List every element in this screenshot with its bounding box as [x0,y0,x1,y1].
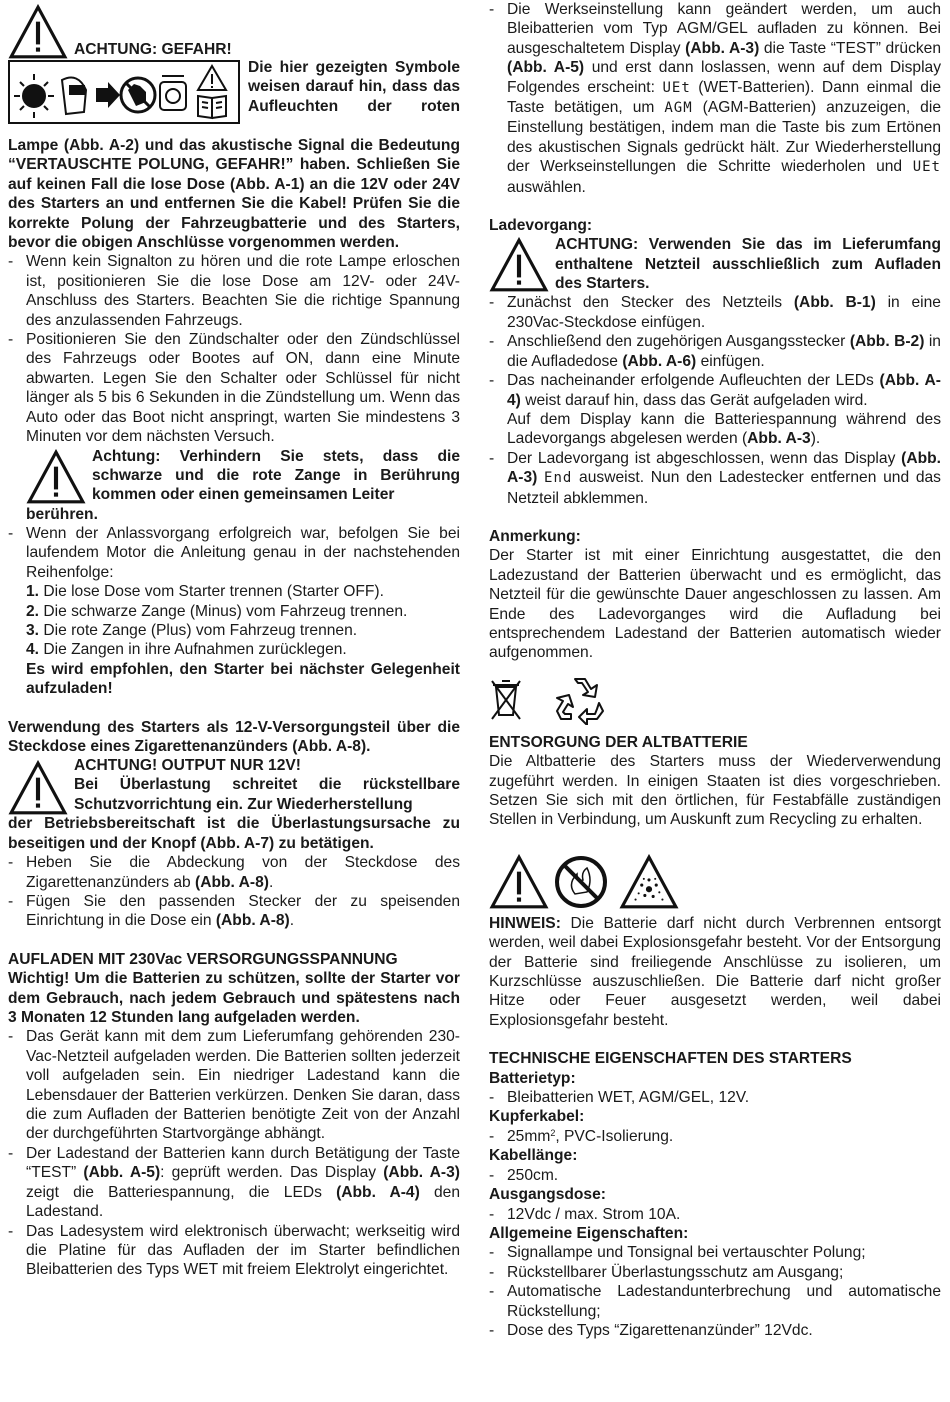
no-fire-icon [553,854,609,910]
left-column [8,0,460,1280]
output-warning-full: der Betriebsbereitschaft ist die Überlastungsursache zu beseitigen und der Knopf (Abb. A-7) zu betätigen. [8,815,460,852]
important-text: Wichtig! Um die Batterien zu schützen, sollte der Starter vor dem Gebrauch, nach jedem Gebrauch und spätestens nach 3 Monaten 12 Stunden lang aufgeladen werden. [8,970,460,1027]
shutdown-steps [8,582,460,660]
list-item: - Positionieren Sie den Zündschalter oder den Zündschlüssel des Fahrzeugs oder Bootes auf ON, dann eine Minute abwarten. Legen Sie den Schalter oder Schlüssel für nicht länger als 5 bis 6 Sekunden in die Zündstellung um. Wenn das Auto oder das Boot nicht anspringt, warten Sie mindestens 3 Minuten vor dem nächsten Versuch. [8,330,460,446]
clamp-warning [8,447,460,505]
clamp-warning-text: Achtung: Verhindern Sie stets, dass die schwarze und die rote Zange in Berührung kommen oder einen gemeinsamen Leiter [92,447,460,504]
danger-text-right: Die hier gezeigten Symbole weisen darauf hin, dass das Aufleuchten der roten [248,59,460,115]
crossed-bin-icon [489,677,523,723]
step-item: 3. Die rote Zange (Plus) vom Fahrzeug trennen. [26,621,358,639]
warning-triangle-icon [26,449,86,505]
list-item: - Signallampe und Tonsignal bei vertauschter Polung; [489,1243,941,1262]
warning-triangle-icon [8,760,68,816]
output-warning-title: ACHTUNG! OUTPUT NUR 12V! [74,757,301,775]
charging-heading: Ladevorgang: [489,217,593,235]
list-item: - Anschließend den zugehörigen Ausgangsstecker (Abb. B-2) in die Aufladedose (Abb. A-6) einfügen. [489,332,941,371]
note-text: Der Starter ist mit einer Einrichtung ausgestattet, die den Ladezustand der Batterien überwacht und es ermöglicht, das Netzteil für die gewünschte Dauer angeschlossen zu lassen. Am Ende des Ladevorganges wird die Aufladung bei entsprechendem Ladestand der Batterien automatisch wieder aufgenommen. [489,547,941,662]
step-item: 4. Die Zangen in ihre Aufnahmen zurücklegen. [26,641,347,659]
lcd-end: End [544,470,573,487]
spec-label: Kupferkabel: [489,1108,585,1126]
list-item: - Wenn der Anlassvorgang erfolgreich war, befolgen Sie bei laufendem Motor die Anleitung genau in der nachstehenden Reihenfolge: [8,524,460,582]
list-item: - Heben Sie die Abdeckung von der Steckdose des Zigarettenanzünders ab (Abb. A-8). [8,853,460,892]
danger-text: Lampe (Abb. A-2) und das akustische Signal die Bedeutung “VERTAUSCHTE POLUNG, GEFAHR!” haben. Schließen Sie auf keinen Fall die lose Dose (Abb. A-1) an die 12V oder 24V des Starters an und entfernen Sie die Kabel! Prüfen Sie die korrekte Polung der Fahrzeugbatterie und des Starters, bevor die obigen Anschlüsse vorgenommen werden. [8,137,460,252]
list-item: - Fügen Sie den passenden Stecker der zu speisenden Einrichtung in die Dose ein (Abb. A-8). [8,892,460,931]
spec-label: Batterietyp: [489,1069,576,1087]
danger-warning [8,0,460,58]
section-heading-230: AUFLADEN MIT 230Vac VERSORGUNGSSPANNUNG [8,950,398,968]
warning-triangle-icon [489,854,549,910]
list-item: - Der Ladevorgang ist abgeschlossen, wenn das Display (Abb. A-3) End ausweist. Nun den Ladestecker entfernen und das Netzteil abklemmen. [489,449,941,508]
charging-warning-text: ACHTUNG: Verwenden Sie das im Lieferumfang enthaltene Netzteil ausschließlich zum Aufladen des Starters. [555,236,941,293]
note-heading: Anmerkung: [489,527,581,545]
list-item: - 12Vdc / max. Strom 10A. [489,1205,941,1224]
clamp-warning-tail: berühren. [26,505,98,523]
hazard-icons [489,836,941,914]
disposal-text: Die Altbatterie des Starters muss der Wiederverwendung zugeführt werden. In einigen Staaten ist dies vorgeschrieben. Setzen Sie sich mit den örtlichen, für Festabfälle zuständigen Stellen in Verbindung, um Auskunft zum Recycling zu erhalten. [489,753,941,829]
spec-label: Allgemeine Eigenschaften: [489,1224,689,1242]
recycling-icons [489,669,941,733]
tech-heading: TECHNISCHE EIGENSCHAFTEN DES STARTERS [489,1050,852,1068]
list-item: - Das nacheinander erfolgende Aufleuchten der LEDs (Abb. A-4) weist darauf hin, dass das Gerät aufgeladen wird. [489,371,941,410]
list-item: - 250cm. [489,1166,941,1185]
hazard-symbols-panel [8,60,240,124]
step-item: 1. Die lose Dose vom Starter trennen (Starter OFF). [26,583,384,601]
right-column [489,0,941,1340]
list-item: - Das Gerät kann mit dem zum Lieferumfang gehörenden 230-Vac-Netzteil aufgeladen werden. Die Batterien sollten jederzeit voll aufgeladen sein. Ein niedriger Ladestand kann die Lebensdauer der Batterien verkürzen. Denken Sie daran, dass die zum Aufladen der Batterien benötigte Zeit von der Anzahl der durchgeführten Startvorgänge abhängt. [8,1027,460,1143]
list-item: - Dose des Typs “Zigarettenanzünder” 12Vdc. [489,1321,941,1340]
list-item: - Rückstellbarer Überlastungsschutz am Ausgang; [489,1263,941,1282]
danger-symbols-block [8,58,460,136]
step-item: 2. Die schwarze Zange (Minus) vom Fahrzeug trennen. [26,602,408,620]
list-item: - Das Ladesystem wird elektronisch überwacht; werkseitig wird die Platine für das Aufladen der im Starter befindlichen Bleibatterien des Typs WET mit freiem Elektrolyt eingerichtet. [8,1222,460,1280]
hazard-symbols-icon [10,62,238,122]
output-warning [8,756,460,814]
charging-warning [489,235,941,293]
lcd-wet: UEt [662,79,691,96]
explosion-warning-icon [619,854,679,910]
list-item: - Bleibatterien WET, AGM/GEL, 12V. [489,1088,941,1107]
warning-triangle-icon [8,4,68,60]
display-voltage-text: Auf dem Display kann die Batteriespannung während des Ladevorgangs abgelesen werden (Abb. A-3). [507,410,941,448]
spec-label: Ausgangsdose: [489,1186,606,1204]
recommend-text: Es wird empfohlen, den Starter bei nächster Gelegenheit aufzuladen! [26,660,460,698]
recycle-icon [553,673,607,725]
warning-triangle-icon [489,237,549,293]
disposal-heading: ENTSORGUNG DER ALTBATTERIE [489,733,748,751]
lcd-agm: AGM [664,100,693,117]
lcd-wet: UEt [912,159,941,176]
list-item: - Wenn kein Signalton zu hören und die rote Lampe erloschen ist, positionieren Sie die lose Dose am 12V- oder 24V-Anschluss des Starters. Beachten Sie die richtige Spannung des anzulassenden Fahrzeugs. [8,252,460,330]
list-item: - Zunächst den Stecker des Netzteils (Abb. B-1) in eine 230Vac-Steckdose einfügen. [489,293,941,332]
hint-text: HINWEIS: Die Batterie darf nicht durch Verbrennen entsorgt werden, weil dabei Explosionsgefahr besteht. Vor der Entsorgung der Batterie sind freiliegende Anschlüsse zu isolieren, um Kurzschlüsse auszuschließen. Die Batterie darf nicht großer Hitze oder Feuer ausgesetzt werden, weil dabei Explosionsgefahr besteht. [489,914,941,1029]
section-heading-12v: Verwendung des Starters als 12-V-Versorgungsteil über die Steckdose eines Zigarettenanzünders (Abb. A-8). [8,718,460,755]
list-item: - Der Ladestand der Batterien kann durch Betätigung der Taste “TEST” (Abb. A-5): geprüft werden. Das Display (Abb. A-3) zeigt die Batteriespannung, die LEDs (Abb. A-4) den Ladestand. [8,1144,460,1222]
spec-label: Kabellänge: [489,1147,578,1165]
list-item: - $25mm^2$, PVC-Isolierung. [489,1127,941,1146]
output-warning-text: Bei Überlastung schreitet die rückstellbare Schutzvorrichtung ein. Zur Wiederherstellung [74,776,460,813]
list-item: - Automatische Ladestandunterbrechung und automatische Rückstellung; [489,1282,941,1321]
list-item: - Die Werkseinstellung kann geändert werden, um auch Bleibatterien vom Typ AGM/GEL aufladen zu können. Bei ausgeschaltetem Display (Abb. A-3) die Taste “TEST” drücken (Abb. A-5) und erst dann loslassen, wenn auf dem Display Folgendes erscheint: UEt (WET-Batterien). Dann einmal die Taste betätigen, um AGM (AGM-Batterien) anzuzeigen, die Einstellung bestätigen, indem man die Taste bis zum Ertönen des akustischen Signals gedrückt hält. Zur Wiederherstellung der Werkseinstellungen die Schritte wiederholen und UEt auswählen. [489,0,941,197]
danger-title: ACHTUNG: GEFAHR! [74,41,232,58]
